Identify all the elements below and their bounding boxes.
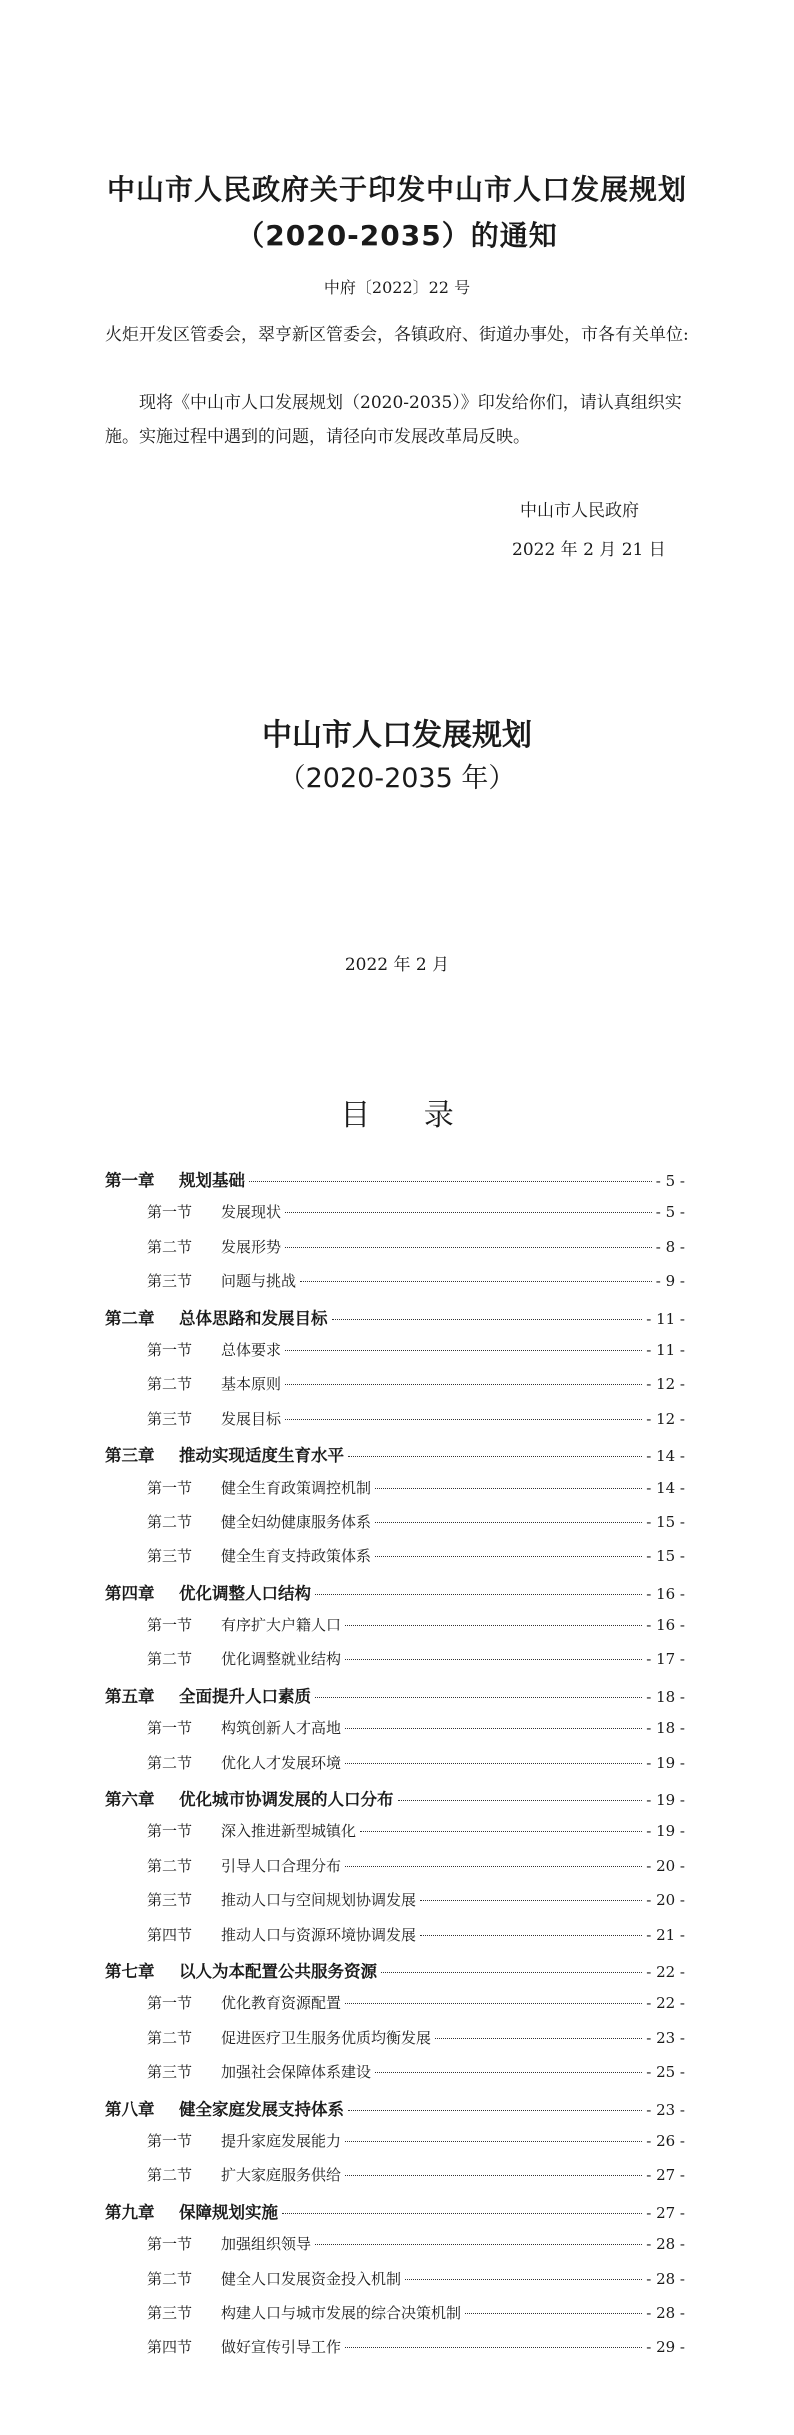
toc-entry-label: 优化人才发展环境 bbox=[221, 1753, 342, 1772]
toc-dot-leader bbox=[420, 1900, 642, 1901]
toc-entry-number: 第一章 bbox=[105, 1171, 155, 1190]
toc-dot-leader bbox=[285, 1384, 642, 1385]
toc-entry-label: 构建人口与城市发展的综合决策机制 bbox=[221, 2303, 462, 2322]
toc-entry-label: 提升家庭发展能力 bbox=[221, 2131, 342, 2150]
toc-entry-number: 第三节 bbox=[147, 2063, 193, 2082]
toc-entry-label: 发展现状 bbox=[221, 1203, 282, 1222]
toc-page-number: - 11 - bbox=[646, 1340, 685, 1359]
toc-chapter-entry[interactable] bbox=[105, 2096, 685, 2130]
toc-entry-label: 深入推进新型城镇化 bbox=[221, 1822, 357, 1841]
toc-dot-leader bbox=[345, 2175, 642, 2176]
toc-entry-label: 发展形势 bbox=[221, 1237, 282, 1256]
toc-section-entry[interactable] bbox=[105, 2130, 685, 2164]
toc-page-number: - 21 - bbox=[646, 1925, 685, 1944]
toc-entry-number: 第二节 bbox=[147, 2166, 193, 2185]
toc-page-number: - 14 - bbox=[646, 1478, 685, 1497]
toc-dot-leader bbox=[332, 1319, 643, 1320]
toc-entry-number: 第一节 bbox=[147, 2235, 193, 2254]
toc-entry-label: 优化调整就业结构 bbox=[221, 1650, 342, 1669]
toc-entry-label: 健全妇幼健康服务体系 bbox=[221, 1512, 372, 1531]
toc-entry-label: 推动实现适度生育水平 bbox=[179, 1446, 344, 1466]
toc-dot-leader bbox=[405, 2279, 642, 2280]
toc-page-number: - 20 - bbox=[646, 1856, 685, 1875]
toc-entry-label: 加强社会保障体系建设 bbox=[221, 2063, 372, 2082]
toc-page-number: - 26 - bbox=[646, 2131, 685, 2150]
toc-entry-label: 发展目标 bbox=[221, 1409, 282, 1428]
toc-page-number: - 12 - bbox=[646, 1375, 685, 1394]
toc-dot-leader bbox=[285, 1212, 652, 1213]
toc-dot-leader bbox=[381, 1972, 642, 1973]
toc-section-entry[interactable] bbox=[105, 2027, 685, 2061]
toc-section-entry[interactable] bbox=[105, 1545, 685, 1579]
toc-entry-label: 基本原则 bbox=[221, 1375, 282, 1394]
plan-subtitle: （2020-2035 年） bbox=[278, 763, 516, 794]
document-number: 中府〔2022〕22 号 bbox=[323, 278, 471, 297]
toc-section-entry[interactable] bbox=[105, 1270, 685, 1304]
toc-entry-label: 问题与挑战 bbox=[221, 1272, 297, 1291]
toc-page-number: - 11 - bbox=[646, 1309, 685, 1328]
toc-dot-leader bbox=[285, 1419, 642, 1420]
plan-date: 2022 年 2 月 bbox=[344, 955, 450, 975]
toc-dot-leader bbox=[345, 1625, 642, 1626]
toc-section-entry[interactable] bbox=[105, 1614, 685, 1648]
toc-section-entry[interactable] bbox=[105, 1201, 685, 1235]
toc-page-number: - 19 - bbox=[646, 1753, 685, 1772]
toc-dot-leader bbox=[375, 2072, 642, 2073]
toc-entry-number: 第二章 bbox=[105, 1308, 155, 1328]
toc-section-entry[interactable] bbox=[105, 1511, 685, 1545]
toc-entry-label: 健全生育政策调控机制 bbox=[221, 1478, 372, 1497]
toc-dot-leader bbox=[345, 2003, 642, 2004]
toc-dot-leader bbox=[398, 1800, 643, 1801]
toc-dot-leader bbox=[345, 1866, 642, 1867]
toc-entry-number: 第一节 bbox=[147, 1719, 193, 1738]
notice-title-line1: 中山市人民政府关于印发中山市人口发展规划 bbox=[106, 173, 687, 206]
toc-page-number: - 23 - bbox=[646, 2100, 685, 2119]
toc-entry-number: 第一节 bbox=[147, 1994, 193, 2013]
toc-section-entry[interactable] bbox=[105, 1477, 685, 1511]
toc-entry-number: 第九章 bbox=[105, 2202, 155, 2222]
signature-organization: 中山市人民政府 bbox=[520, 501, 639, 521]
toc-page-number: - 27 - bbox=[646, 2203, 685, 2222]
toc-page-number: - 23 - bbox=[646, 2028, 685, 2047]
toc-entry-number: 第八章 bbox=[105, 2099, 155, 2119]
toc-section-entry[interactable] bbox=[105, 2164, 685, 2198]
toc-entry-number: 第一节 bbox=[147, 1340, 193, 1359]
toc-page-number: - 27 - bbox=[646, 2166, 685, 2185]
toc-page-number: - 17 - bbox=[646, 1650, 685, 1669]
toc-entry-number: 第一节 bbox=[147, 1203, 193, 1222]
toc-page-number: - 18 - bbox=[646, 1687, 685, 1706]
toc-section-entry[interactable] bbox=[105, 2233, 685, 2267]
toc-page-number: - 18 - bbox=[646, 1719, 685, 1738]
toc-page-number: - 9 - bbox=[655, 1272, 685, 1291]
toc-page-number: - 5 - bbox=[655, 1172, 685, 1190]
toc-entry-label: 优化教育资源配置 bbox=[221, 1994, 342, 2013]
table-of-contents bbox=[105, 1167, 685, 2371]
toc-chapter-entry[interactable] bbox=[105, 2199, 685, 2233]
toc-entry-number: 第二节 bbox=[147, 1650, 193, 1669]
toc-entry-number: 第一节 bbox=[147, 2131, 193, 2150]
toc-section-entry[interactable] bbox=[105, 1236, 685, 1270]
toc-page-number: - 16 - bbox=[646, 1584, 685, 1603]
toc-page-number: - 14 - bbox=[646, 1447, 685, 1466]
toc-chapter-entry[interactable] bbox=[105, 1580, 685, 1614]
toc-page-number: - 19 - bbox=[646, 1791, 685, 1810]
toc-section-entry[interactable] bbox=[105, 2268, 685, 2302]
toc-entry-number: 第二节 bbox=[147, 2028, 193, 2047]
toc-entry-number: 第二节 bbox=[147, 1856, 193, 1875]
toc-entry-label: 以人为本配置公共服务资源 bbox=[179, 1961, 377, 1981]
toc-dot-leader bbox=[249, 1181, 652, 1182]
toc-entry-label: 扩大家庭服务供给 bbox=[221, 2166, 342, 2185]
toc-section-entry[interactable] bbox=[105, 1408, 685, 1442]
toc-dot-leader bbox=[315, 1697, 642, 1698]
toc-section-entry[interactable] bbox=[105, 1855, 685, 1889]
toc-page-number: - 19 - bbox=[646, 1822, 685, 1841]
toc-section-entry[interactable] bbox=[105, 1339, 685, 1373]
toc-page-number: - 28 - bbox=[646, 2235, 685, 2254]
toc-section-entry[interactable] bbox=[105, 2061, 685, 2095]
toc-page-number: - 15 - bbox=[646, 1512, 685, 1531]
toc-entry-number: 第一节 bbox=[147, 1478, 193, 1497]
toc-dot-leader bbox=[345, 1728, 642, 1729]
toc-entry-label: 健全人口发展资金投入机制 bbox=[221, 2269, 402, 2288]
toc-entry-label: 规划基础 bbox=[179, 1171, 245, 1190]
toc-section-entry[interactable] bbox=[105, 1924, 685, 1958]
toc-dot-leader bbox=[315, 2244, 642, 2245]
toc-page-number: - 28 - bbox=[646, 2269, 685, 2288]
toc-chapter-entry[interactable] bbox=[105, 1958, 685, 1992]
toc-page-number: - 22 - bbox=[646, 1994, 685, 2013]
toc-dot-leader bbox=[285, 1350, 642, 1351]
toc-entry-label: 有序扩大户籍人口 bbox=[221, 1616, 342, 1635]
toc-section-entry[interactable] bbox=[105, 1648, 685, 1682]
toc-title: 目 录 bbox=[340, 1098, 476, 1133]
toc-dot-leader bbox=[348, 1456, 642, 1457]
toc-entry-number: 第三节 bbox=[147, 2303, 193, 2322]
toc-entry-number: 第三节 bbox=[147, 1409, 193, 1428]
toc-dot-leader bbox=[375, 1522, 642, 1523]
toc-page-number: - 25 - bbox=[646, 2063, 685, 2082]
toc-entry-number: 第二节 bbox=[147, 2269, 193, 2288]
toc-entry-number: 第四章 bbox=[105, 1583, 155, 1603]
toc-entry-label: 总体思路和发展目标 bbox=[179, 1308, 328, 1328]
toc-page-number: - 12 - bbox=[646, 1409, 685, 1428]
toc-dot-leader bbox=[435, 2038, 642, 2039]
toc-dot-leader bbox=[465, 2313, 642, 2314]
toc-chapter-entry[interactable] bbox=[105, 1167, 685, 1201]
toc-entry-label: 促进医疗卫生服务优质均衡发展 bbox=[221, 2028, 432, 2047]
toc-entry-label: 总体要求 bbox=[221, 1340, 282, 1359]
toc-page-number: - 8 - bbox=[655, 1237, 685, 1256]
toc-page-number: - 5 - bbox=[655, 1203, 685, 1222]
toc-entry-label: 加强组织领导 bbox=[221, 2235, 312, 2254]
toc-entry-label: 引导人口合理分布 bbox=[221, 1856, 342, 1875]
toc-entry-number: 第四节 bbox=[147, 1925, 193, 1944]
toc-chapter-entry[interactable] bbox=[105, 1786, 685, 1820]
toc-chapter-entry[interactable] bbox=[105, 1305, 685, 1339]
toc-entry-label: 推动人口与资源环境协调发展 bbox=[221, 1925, 417, 1944]
toc-dot-leader bbox=[300, 1281, 652, 1282]
toc-dot-leader bbox=[360, 1831, 642, 1832]
toc-dot-leader bbox=[375, 1556, 642, 1557]
toc-entry-number: 第三章 bbox=[105, 1446, 155, 1466]
toc-dot-leader bbox=[285, 1247, 652, 1248]
toc-entry-number: 第一节 bbox=[147, 1616, 193, 1635]
toc-entry-label: 优化调整人口结构 bbox=[179, 1583, 311, 1603]
toc-entry-number: 第二节 bbox=[147, 1237, 193, 1256]
toc-page-number: - 16 - bbox=[646, 1616, 685, 1635]
toc-dot-leader bbox=[345, 1659, 642, 1660]
toc-dot-leader bbox=[282, 2213, 642, 2214]
toc-entry-label: 健全生育支持政策体系 bbox=[221, 1547, 372, 1566]
toc-section-entry[interactable] bbox=[105, 1752, 685, 1786]
addressee-text: 火炬开发区管委会，翠亨新区管委会，各镇政府、街道办事处，市各有关单位: bbox=[105, 325, 689, 345]
plan-title: 中山市人口发展规划 bbox=[262, 718, 532, 753]
toc-entry-number: 第二节 bbox=[147, 1375, 193, 1394]
toc-entry-number: 第三节 bbox=[147, 1547, 193, 1566]
toc-dot-leader bbox=[420, 1935, 642, 1936]
toc-entry-label: 全面提升人口素质 bbox=[179, 1686, 311, 1706]
toc-entry-number: 第二节 bbox=[147, 1512, 193, 1531]
toc-page-number: - 15 - bbox=[646, 1547, 685, 1566]
toc-page-number: - 20 - bbox=[646, 1891, 685, 1910]
toc-page-number: - 22 - bbox=[646, 1962, 685, 1981]
notice-title-line2: （2020-2035）的通知 bbox=[236, 219, 558, 252]
toc-entry-label: 做好宣传引导工作 bbox=[221, 2338, 342, 2357]
toc-entry-label: 优化城市协调发展的人口分布 bbox=[179, 1790, 394, 1810]
toc-entry-number: 第五章 bbox=[105, 1686, 155, 1706]
toc-page-number: - 28 - bbox=[646, 2303, 685, 2322]
toc-entry-label: 健全家庭发展支持体系 bbox=[179, 2099, 344, 2119]
toc-entry-number: 第一节 bbox=[147, 1822, 193, 1841]
toc-section-entry[interactable] bbox=[105, 1820, 685, 1854]
toc-entry-label: 构筑创新人才高地 bbox=[221, 1719, 342, 1738]
toc-entry-number: 第二节 bbox=[147, 1753, 193, 1772]
notice-body-text: 现将《中山市人口发展规划（2020-2035）》印发给你们，请认真组织实施。实施过程中遇到的问题，请径向市发展改革局反映。 bbox=[105, 393, 682, 447]
toc-section-entry[interactable] bbox=[105, 1889, 685, 1923]
toc-dot-leader bbox=[345, 2347, 642, 2348]
toc-dot-leader bbox=[348, 2110, 642, 2111]
toc-chapter-entry[interactable] bbox=[105, 1683, 685, 1717]
toc-dot-leader bbox=[375, 1488, 642, 1489]
toc-section-entry[interactable] bbox=[105, 2302, 685, 2336]
toc-dot-leader bbox=[345, 2141, 642, 2142]
toc-entry-label: 保障规划实施 bbox=[179, 2202, 278, 2222]
toc-page-number: - 29 - bbox=[646, 2338, 685, 2357]
toc-entry-number: 第七章 bbox=[105, 1961, 155, 1981]
toc-entry-number: 第六章 bbox=[105, 1790, 155, 1810]
toc-dot-leader bbox=[345, 1763, 642, 1764]
toc-entry-number: 第三节 bbox=[147, 1891, 193, 1910]
toc-entry-label: 推动人口与空间规划协调发展 bbox=[221, 1891, 417, 1910]
toc-entry-number: 第三节 bbox=[147, 1272, 193, 1291]
toc-section-entry[interactable] bbox=[105, 2336, 685, 2370]
toc-dot-leader bbox=[315, 1594, 642, 1595]
toc-section-entry[interactable] bbox=[105, 1373, 685, 1407]
toc-chapter-entry[interactable] bbox=[105, 1442, 685, 1476]
toc-entry-number: 第四节 bbox=[147, 2338, 193, 2357]
signature-date: 2022 年 2 月 21 日 bbox=[512, 540, 666, 560]
toc-section-entry[interactable] bbox=[105, 1717, 685, 1751]
toc-section-entry[interactable] bbox=[105, 1992, 685, 2026]
